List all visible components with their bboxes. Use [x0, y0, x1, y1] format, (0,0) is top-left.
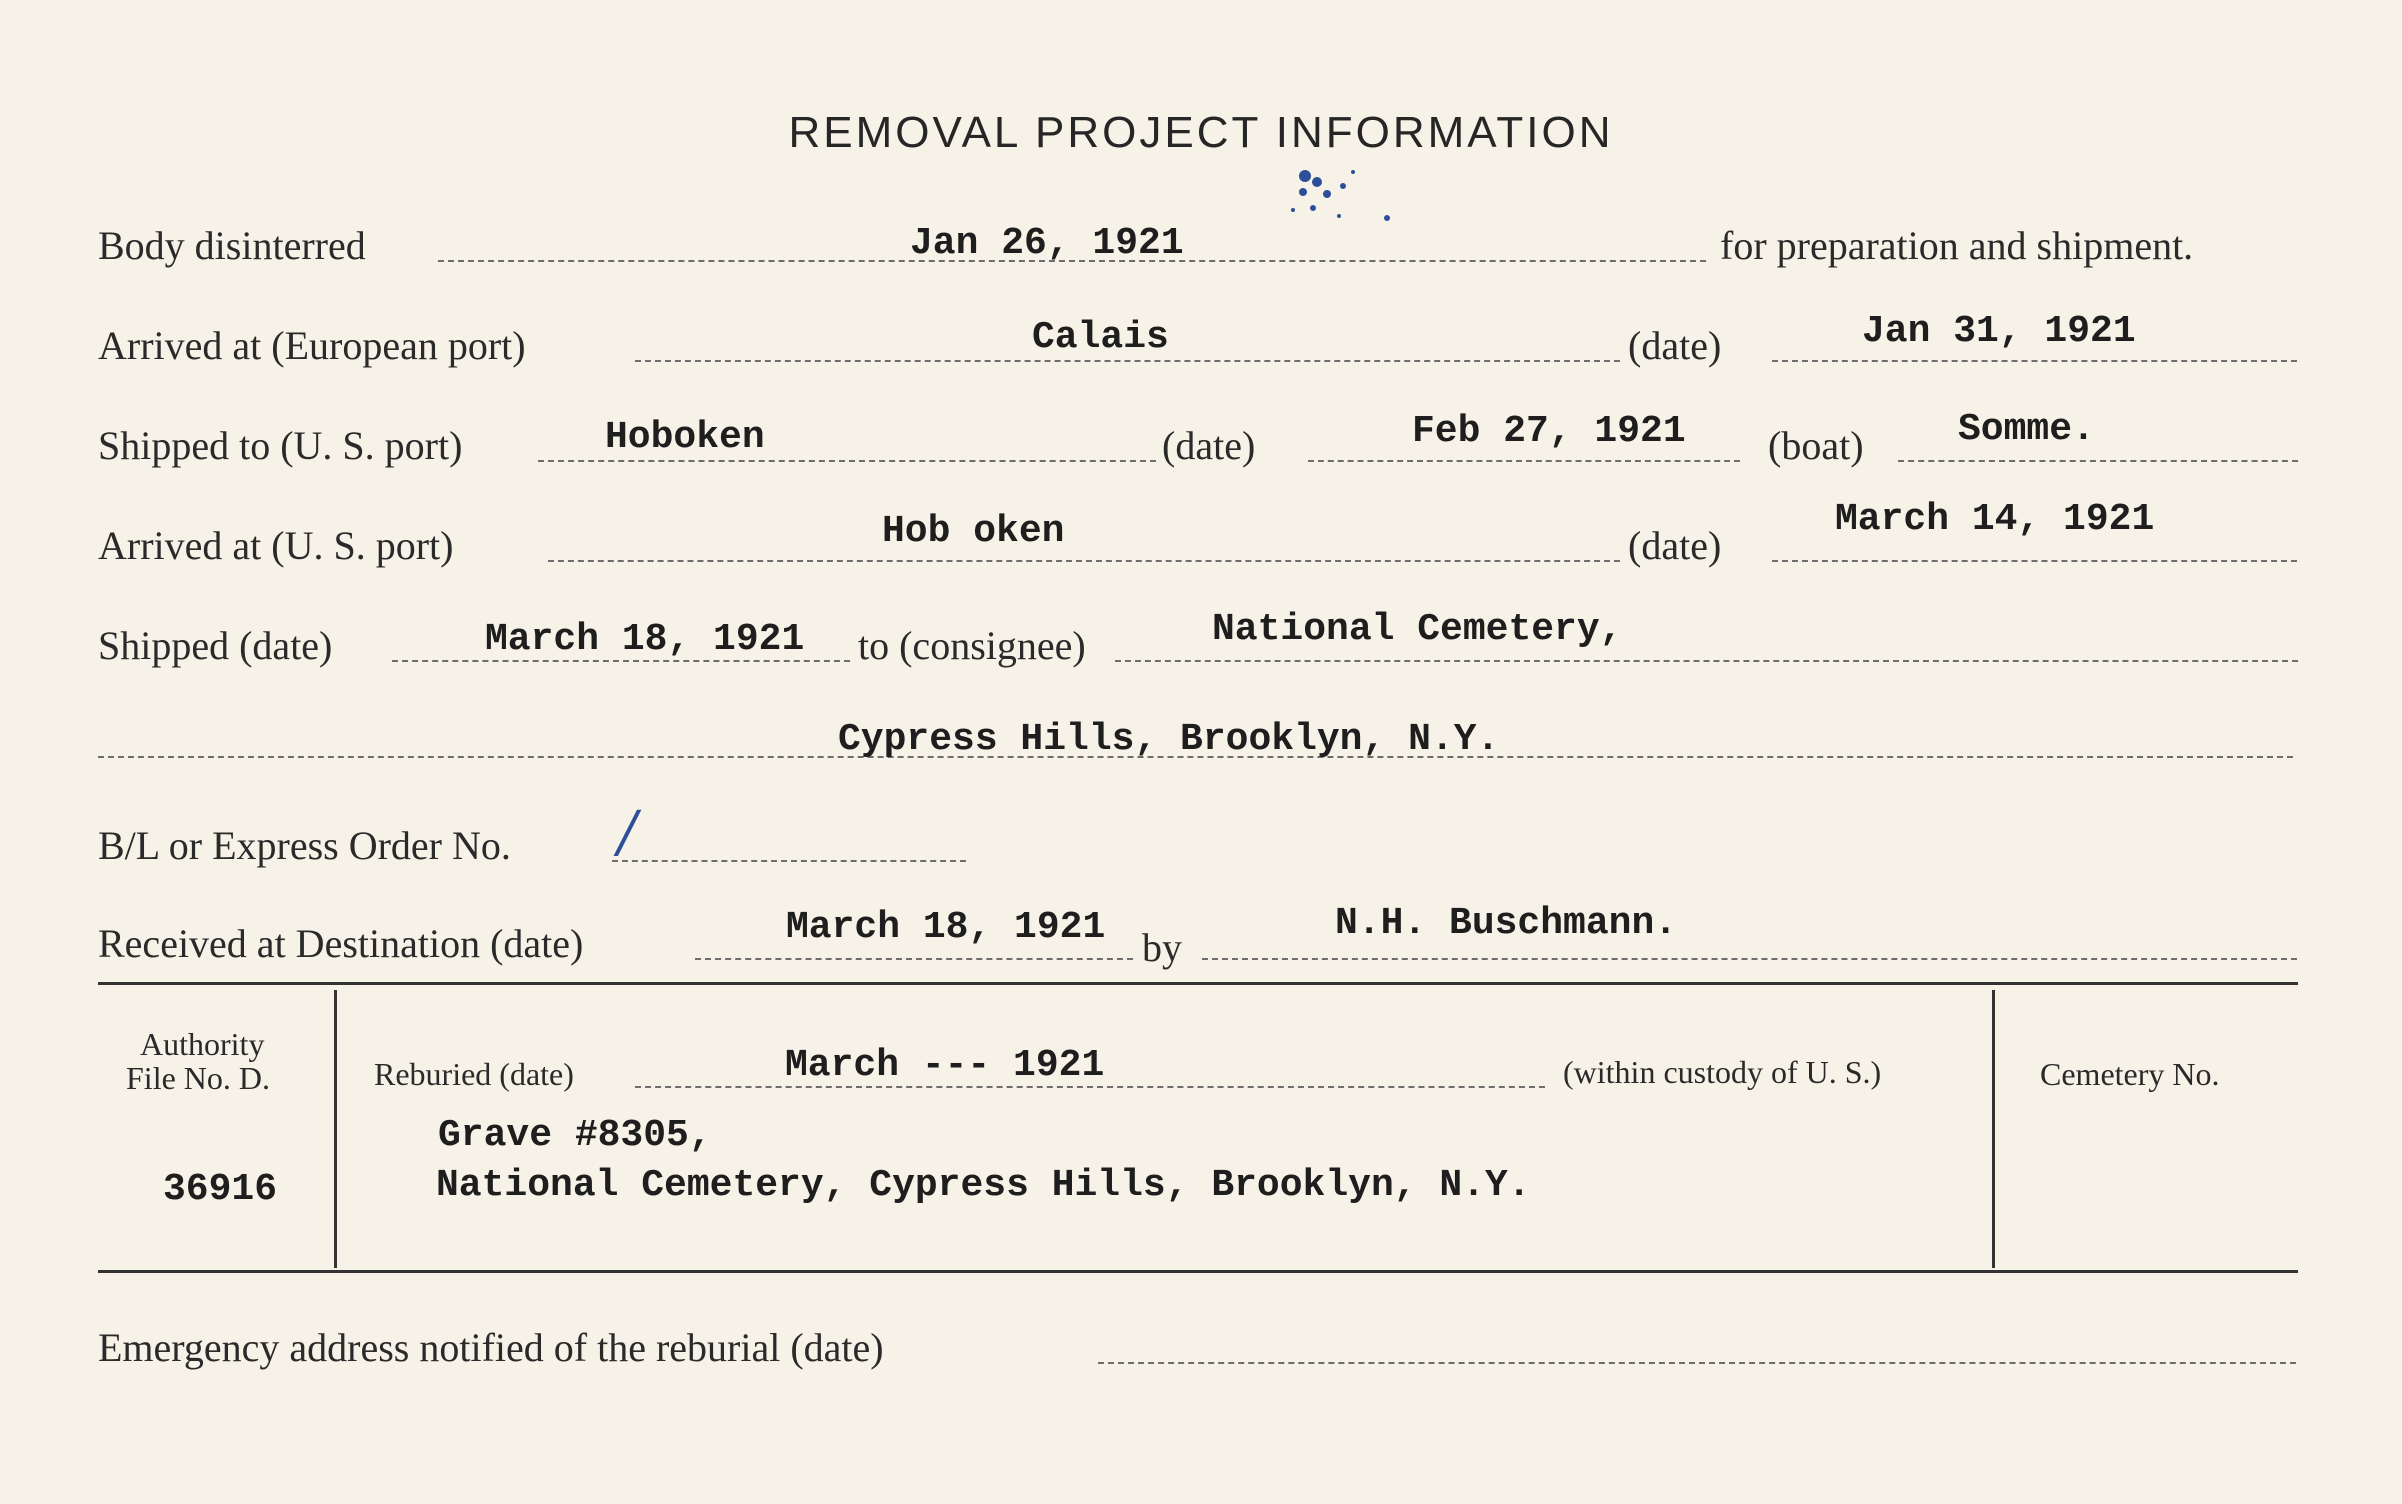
page-title: REMOVAL PROJECT INFORMATION — [788, 108, 1614, 157]
body-disinterred-label: Body disinterred — [98, 223, 366, 268]
european-port-line — [635, 360, 1620, 362]
shipped-date-value: Feb 27, 1921 — [1412, 410, 1686, 453]
arrived-date-value: March 14, 1921 — [1835, 498, 2155, 541]
received-destination-label: Received at Destination (date) — [98, 921, 584, 966]
boat-value: Somme. — [1958, 408, 2095, 451]
shipped-us-label: Shipped to (U. S. port) — [98, 423, 463, 468]
consignee-label: to (consignee) — [858, 623, 1086, 668]
file-number-value: 36916 — [163, 1168, 278, 1211]
bl-order-line — [612, 860, 966, 862]
received-by-line — [1202, 958, 2297, 960]
consignee-line — [1115, 660, 2298, 662]
disinterred-date-value: Jan 26, 1921 — [910, 222, 1184, 265]
boat-line — [1898, 460, 2298, 462]
shipped-us-port-line — [538, 460, 1156, 462]
box-divider-left — [334, 990, 337, 1268]
shipped-out-label: Shipped (date) — [98, 623, 333, 668]
shipped-date-line — [1308, 460, 1740, 462]
boat-label: (boat) — [1768, 423, 1864, 468]
arrived-us-port-value: Hob oken — [882, 510, 1065, 553]
file-no-label: File No. D. — [126, 1060, 270, 1096]
shipped-out-date-value: March 18, 1921 — [485, 618, 805, 661]
received-by-label: by — [1142, 925, 1182, 970]
received-date-value: March 18, 1921 — [786, 906, 1106, 949]
european-date-label: (date) — [1628, 323, 1722, 368]
ink-stamp-icon — [1283, 158, 1393, 228]
box-divider-right — [1992, 990, 1995, 1268]
shipped-date-label: (date) — [1162, 423, 1256, 468]
arrived-date-label: (date) — [1628, 523, 1722, 568]
arrived-european-label: Arrived at (European port) — [98, 323, 526, 368]
arrived-us-port-line — [548, 560, 1620, 562]
emergency-label: Emergency address notified of the reburial (date) — [98, 1325, 884, 1370]
consignee-line2-value: Cypress Hills, Brooklyn, N.Y. — [838, 718, 1500, 761]
reburied-label: Reburied (date) — [374, 1056, 574, 1092]
shipped-us-port-value: Hoboken — [605, 416, 765, 459]
european-date-line — [1772, 360, 2297, 362]
emergency-date-line — [1098, 1362, 2296, 1364]
european-port-value: Calais — [1032, 316, 1169, 359]
cemetery-no-label: Cemetery No. — [2040, 1056, 2220, 1092]
arrived-date-line — [1772, 560, 2297, 562]
bl-order-label: B/L or Express Order No. — [98, 823, 511, 868]
european-date-value: Jan 31, 1921 — [1862, 310, 2136, 353]
grave-value: Grave #8305, — [438, 1114, 712, 1157]
box-top-rule — [98, 982, 2298, 985]
arrived-us-label: Arrived at (U. S. port) — [98, 523, 454, 568]
consignee-line1-value: National Cemetery, — [1212, 608, 1623, 651]
for-preparation-label: for preparation and shipment. — [1720, 223, 2194, 268]
received-date-line — [695, 958, 1133, 960]
bl-order-mark: / — [618, 800, 637, 865]
custody-label: (within custody of U. S.) — [1563, 1054, 1882, 1090]
reburied-date-value: March --- 1921 — [785, 1044, 1105, 1087]
box-bottom-rule — [98, 1270, 2298, 1273]
authority-label: Authority — [140, 1026, 265, 1062]
grave-location-value: National Cemetery, Cypress Hills, Brooklyn, N.Y. — [436, 1164, 1531, 1207]
received-by-value: N.H. Buschmann. — [1335, 902, 1678, 945]
